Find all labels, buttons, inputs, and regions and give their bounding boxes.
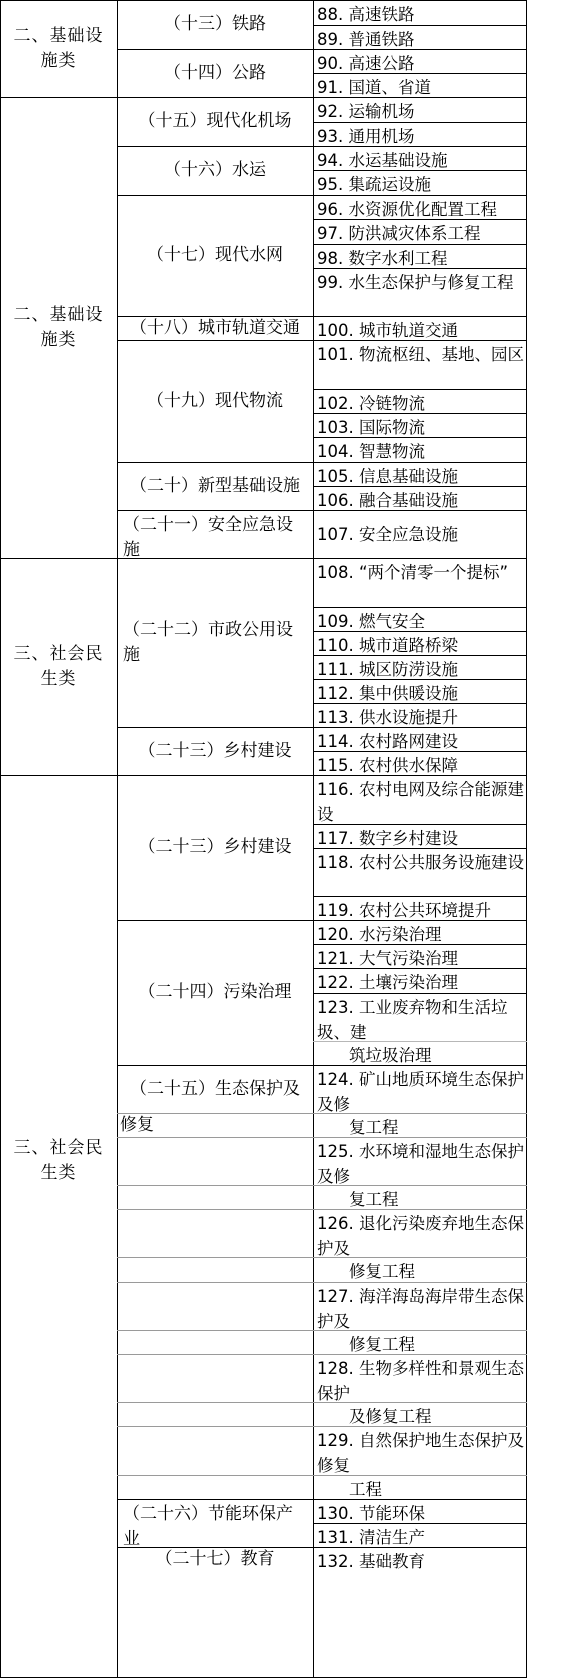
- item-cell: 128. 生物多样性和景观生态保护: [317, 1359, 524, 1403]
- item-cell: 110. 城市道路桥梁: [317, 636, 458, 655]
- item-cell: 102. 冷链物流: [317, 394, 425, 413]
- item-cell: 127. 海洋海岛海岸带生态保护及: [317, 1287, 524, 1331]
- item-cell: 115. 农村供水保障: [317, 756, 458, 775]
- item-cell: 94. 水运基础设施: [317, 151, 448, 170]
- subcategory-cell: （二十三）乡村建设: [138, 740, 292, 761]
- subcategory-cell: （二十）新型基础设施: [130, 475, 300, 496]
- item-cell-continued: 筑垃圾治理: [349, 1046, 432, 1065]
- category-line: 生类: [40, 668, 77, 689]
- item-cell-continued: 复工程: [349, 1190, 399, 1209]
- category-line: 施类: [40, 329, 77, 350]
- item-cell: 96. 水资源优化配置工程: [317, 200, 497, 219]
- item-cell: 121. 大气污染治理: [317, 949, 458, 968]
- category-cell: [0, 558, 117, 775]
- item-cell: 100. 城市轨道交通: [317, 321, 458, 340]
- subcategory-cell: （二十五）生态保护及: [130, 1078, 300, 1099]
- item-cell: 126. 退化污染废弃地生态保护及: [317, 1214, 524, 1258]
- item-cell: 104. 智慧物流: [317, 442, 425, 461]
- item-cell: 132. 基础教育: [317, 1552, 425, 1571]
- item-cell: 105. 信息基础设施: [317, 467, 458, 486]
- item-cell: 89. 普通铁路: [317, 30, 415, 49]
- item-cell-continued: 工程: [349, 1480, 382, 1499]
- category-line: 三、社会民: [13, 643, 104, 664]
- item-cell: 106. 融合基础设施: [317, 491, 458, 510]
- item-cell-continued: 复工程: [349, 1118, 399, 1137]
- item-cell: 88. 高速铁路: [317, 5, 415, 24]
- category-cell: [0, 775, 117, 1547]
- subcategory-cell: （十六）水运: [164, 160, 266, 180]
- item-cell: 103. 国际物流: [317, 418, 425, 437]
- category-line: 施类: [40, 50, 77, 71]
- item-cell: 109. 燃气安全: [317, 612, 425, 631]
- subcategory-cell: （二十七）教育: [155, 1548, 275, 1569]
- item-cell: 98. 数字水利工程: [317, 249, 448, 268]
- item-cell: 97. 防洪减灾体系工程: [317, 224, 481, 243]
- item-cell-continued: 及修复工程: [349, 1407, 432, 1426]
- item-cell-continued: 修复工程: [349, 1262, 415, 1281]
- subcategory-cell: （二十三）乡村建设: [138, 837, 292, 857]
- subcategory-cell: （二十六）节能环保产业: [123, 1504, 293, 1549]
- item-cell-continued: 修复工程: [349, 1335, 415, 1354]
- subcategory-cell: （十五）现代化机场: [138, 111, 292, 131]
- subcategory-cell: （二十二）市政公用设施: [123, 619, 293, 665]
- category-line: 生类: [40, 1163, 77, 1183]
- category-line: 二、基础设: [13, 304, 104, 325]
- category-cell: [0, 0, 117, 97]
- item-cell: 93. 通用机场: [317, 127, 415, 146]
- subcategory-cell: （十七）现代水网: [147, 245, 283, 265]
- subcategory-cell: （十九）现代物流: [147, 390, 283, 411]
- item-cell: 118. 农村公共服务设施建设: [317, 853, 524, 872]
- item-cell: 123. 工业废弃物和生活垃圾、建: [317, 998, 508, 1042]
- item-cell: 119. 农村公共环境提升: [317, 901, 491, 920]
- subcategory-cell-continued: 修复: [120, 1114, 154, 1135]
- item-cell: 90. 高速公路: [317, 54, 415, 73]
- subcategory-cell: （二十一）安全应急设施: [123, 515, 293, 560]
- category-line: 三、社会民: [13, 1138, 104, 1158]
- item-cell: 107. 安全应急设施: [317, 524, 458, 544]
- item-cell: 99. 水生态保护与修复工程: [317, 273, 514, 292]
- item-cell: 108. “两个清零一个提标”: [317, 563, 509, 582]
- item-cell: 112. 集中供暖设施: [317, 684, 458, 703]
- item-cell: 113. 供水设施提升: [317, 708, 458, 727]
- item-cell: 120. 水污染治理: [317, 925, 442, 944]
- item-cell: 117. 数字乡村建设: [317, 829, 458, 848]
- item-cell: 101. 物流枢纽、基地、园区: [317, 345, 524, 364]
- subcategory-cell: （二十四）污染治理: [138, 982, 292, 1002]
- subcategory-cell: （十八）城市轨道交通: [130, 317, 300, 338]
- item-cell: 131. 清洁生产: [317, 1528, 425, 1547]
- item-cell: 95. 集疏运设施: [317, 175, 431, 194]
- item-cell: 92. 运输机场: [317, 102, 415, 121]
- item-cell: 130. 节能环保: [317, 1504, 425, 1523]
- subcategory-cell: （十四）公路: [164, 62, 266, 83]
- category-line: 二、基础设: [13, 25, 104, 46]
- item-cell: 116. 农村电网及综合能源建设: [317, 780, 524, 824]
- item-cell: 122. 土壤污染治理: [317, 973, 458, 992]
- item-cell: 111. 城区防涝设施: [317, 660, 458, 679]
- item-cell: 129. 自然保护地生态保护及修复: [317, 1431, 524, 1475]
- item-cell: 114. 农村路网建设: [317, 732, 458, 751]
- item-cell: 124. 矿山地质环境生态保护及修: [317, 1070, 524, 1114]
- item-cell: 125. 水环境和湿地生态保护及修: [317, 1142, 524, 1186]
- item-cell: 91. 国道、省道: [317, 78, 431, 97]
- subcategory-cell: （十三）铁路: [164, 14, 266, 34]
- category-cell: [0, 97, 117, 558]
